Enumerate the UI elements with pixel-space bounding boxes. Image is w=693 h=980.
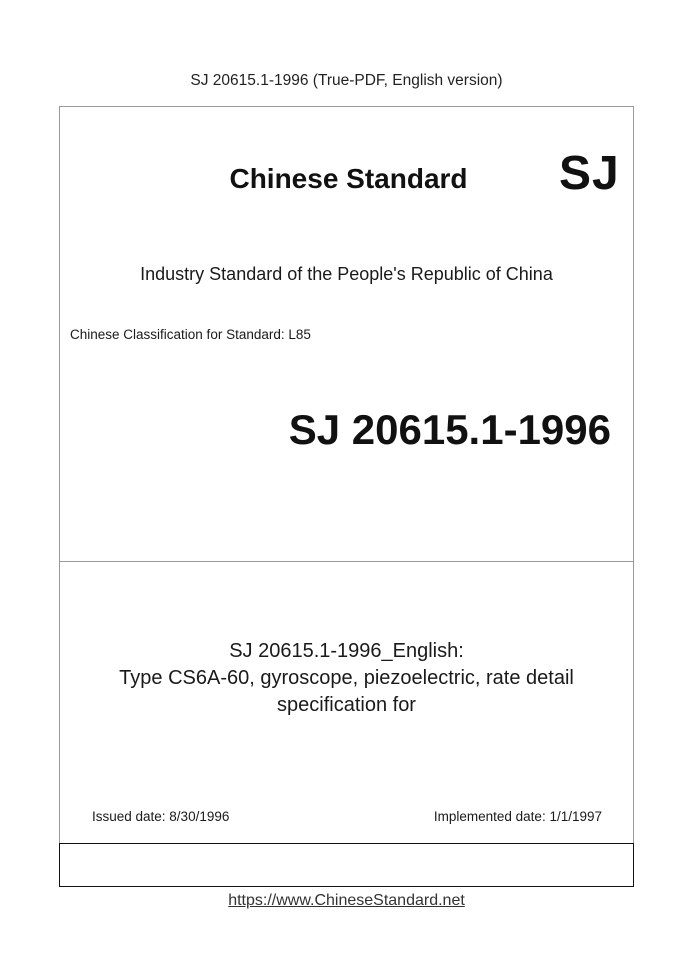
classification-label: Chinese Classification for Standard: L85	[70, 327, 311, 342]
document-title-line-2: Type CS6A-60, gyroscope, piezoelectric, rate detail	[119, 667, 574, 689]
cover-bottom-panel	[59, 843, 634, 887]
website-link[interactable]: https://www.ChineseStandard.net	[228, 892, 465, 909]
industry-subtitle: Industry Standard of the People's Republic of China	[140, 264, 553, 284]
header-title: SJ 20615.1-1996 (True-PDF, English version)	[190, 72, 503, 89]
issued-date: Issued date: 8/30/1996	[92, 809, 230, 824]
document-title-line-1: SJ 20615.1-1996_English:	[229, 640, 464, 662]
standard-code-mark: SJ	[559, 147, 620, 200]
footer	[0, 892, 693, 910]
implemented-date: Implemented date: 1/1/1997	[433, 809, 602, 824]
document-title	[59, 638, 634, 719]
standard-type-title: Chinese Standard	[229, 163, 468, 194]
document-title-line-3: specification for	[277, 694, 416, 716]
standard-number: SJ 20615.1-1996	[288, 406, 611, 453]
